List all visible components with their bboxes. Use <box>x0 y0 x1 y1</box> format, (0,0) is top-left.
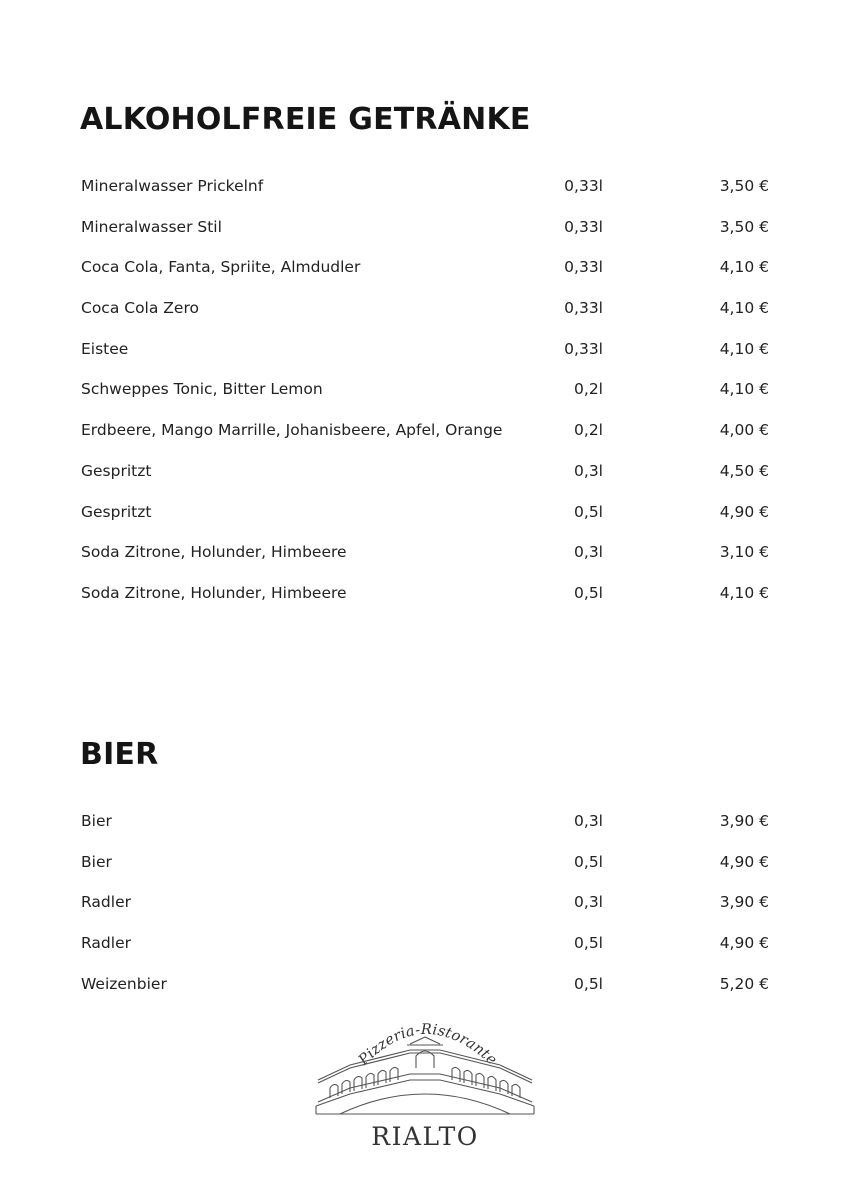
menu-item <box>0 973 849 1014</box>
item-price: 3,50 € <box>719 217 769 236</box>
item-name: Coca Cola Zero <box>81 299 199 318</box>
menu-item <box>0 297 849 338</box>
item-volume: 0,33l <box>564 299 603 318</box>
menu-item <box>0 501 849 542</box>
item-name: Soda Zitrone, Holunder, Himbeere <box>81 583 347 602</box>
item-name: Schweppes Tonic, Bitter Lemon <box>81 380 323 399</box>
menu-item <box>0 891 849 932</box>
item-volume: 0,3l <box>574 812 603 830</box>
item-name: Radler <box>81 934 131 953</box>
item-volume: 0,5l <box>574 974 603 993</box>
menu-item <box>0 175 849 216</box>
item-volume: 0,33l <box>564 177 603 195</box>
item-price: 4,00 € <box>719 421 769 440</box>
item-name: Coca Cola, Fanta, Spriite, Almdudler <box>81 258 361 277</box>
menu-list-bier <box>0 810 849 1013</box>
menu-item <box>0 810 849 851</box>
item-volume: 0,2l <box>574 380 603 399</box>
item-price: 4,50 € <box>719 461 769 480</box>
menu-list-alkoholfreie-getraenke <box>0 175 849 623</box>
item-price: 4,10 € <box>719 339 769 358</box>
section-title-alkoholfreie-getraenke: ALKOHOLFREIE GETRÄNKE <box>80 102 531 137</box>
menu-item <box>0 419 849 460</box>
item-name: Weizenbier <box>81 974 167 993</box>
item-volume: 0,2l <box>574 421 603 440</box>
item-volume: 0,5l <box>574 583 603 602</box>
item-volume: 0,33l <box>564 339 603 358</box>
item-price: 3,90 € <box>719 812 769 830</box>
menu-item <box>0 216 849 257</box>
item-volume: 0,33l <box>564 217 603 236</box>
item-price: 3,90 € <box>719 893 769 912</box>
item-volume: 0,3l <box>574 543 603 562</box>
menu-item <box>0 378 849 419</box>
item-name: Gespritzt <box>81 502 152 521</box>
menu-item <box>0 582 849 623</box>
item-price: 4,10 € <box>719 299 769 318</box>
item-price: 4,90 € <box>719 852 769 871</box>
item-volume: 0,3l <box>574 893 603 912</box>
logo-arc-text: Pizzeria-Ristorante <box>355 1021 500 1069</box>
menu-item <box>0 460 849 501</box>
rialto-bridge-icon <box>316 1037 534 1114</box>
item-name: Soda Zitrone, Holunder, Himbeere <box>81 543 347 562</box>
menu-item <box>0 851 849 892</box>
restaurant-logo <box>310 1010 540 1160</box>
item-name: Eistee <box>81 339 129 358</box>
item-name: Mineralwasser Prickelnf <box>81 177 264 195</box>
item-volume: 0,5l <box>574 502 603 521</box>
item-name: Gespritzt <box>81 461 152 480</box>
menu-item <box>0 932 849 973</box>
item-name: Bier <box>81 852 112 871</box>
item-price: 4,10 € <box>719 380 769 399</box>
item-volume: 0,5l <box>574 852 603 871</box>
menu-item <box>0 256 849 297</box>
item-name: Radler <box>81 893 131 912</box>
item-price: 4,10 € <box>719 583 769 602</box>
item-price: 4,90 € <box>719 502 769 521</box>
item-name: Bier <box>81 812 112 830</box>
item-volume: 0,5l <box>574 934 603 953</box>
item-price: 3,10 € <box>719 543 769 562</box>
item-name: Mineralwasser Stil <box>81 217 222 236</box>
section-title-bier: BIER <box>80 737 159 772</box>
item-price: 5,20 € <box>719 974 769 993</box>
logo-name: RIALTO <box>371 1122 479 1151</box>
item-price: 4,10 € <box>719 258 769 277</box>
menu-item <box>0 541 849 582</box>
item-volume: 0,3l <box>574 461 603 480</box>
item-price: 3,50 € <box>719 177 769 195</box>
item-volume: 0,33l <box>564 258 603 277</box>
item-name: Erdbeere, Mango Marrille, Johanisbeere, Apfel, Orange <box>81 421 503 440</box>
item-price: 4,90 € <box>719 934 769 953</box>
menu-item <box>0 338 849 379</box>
